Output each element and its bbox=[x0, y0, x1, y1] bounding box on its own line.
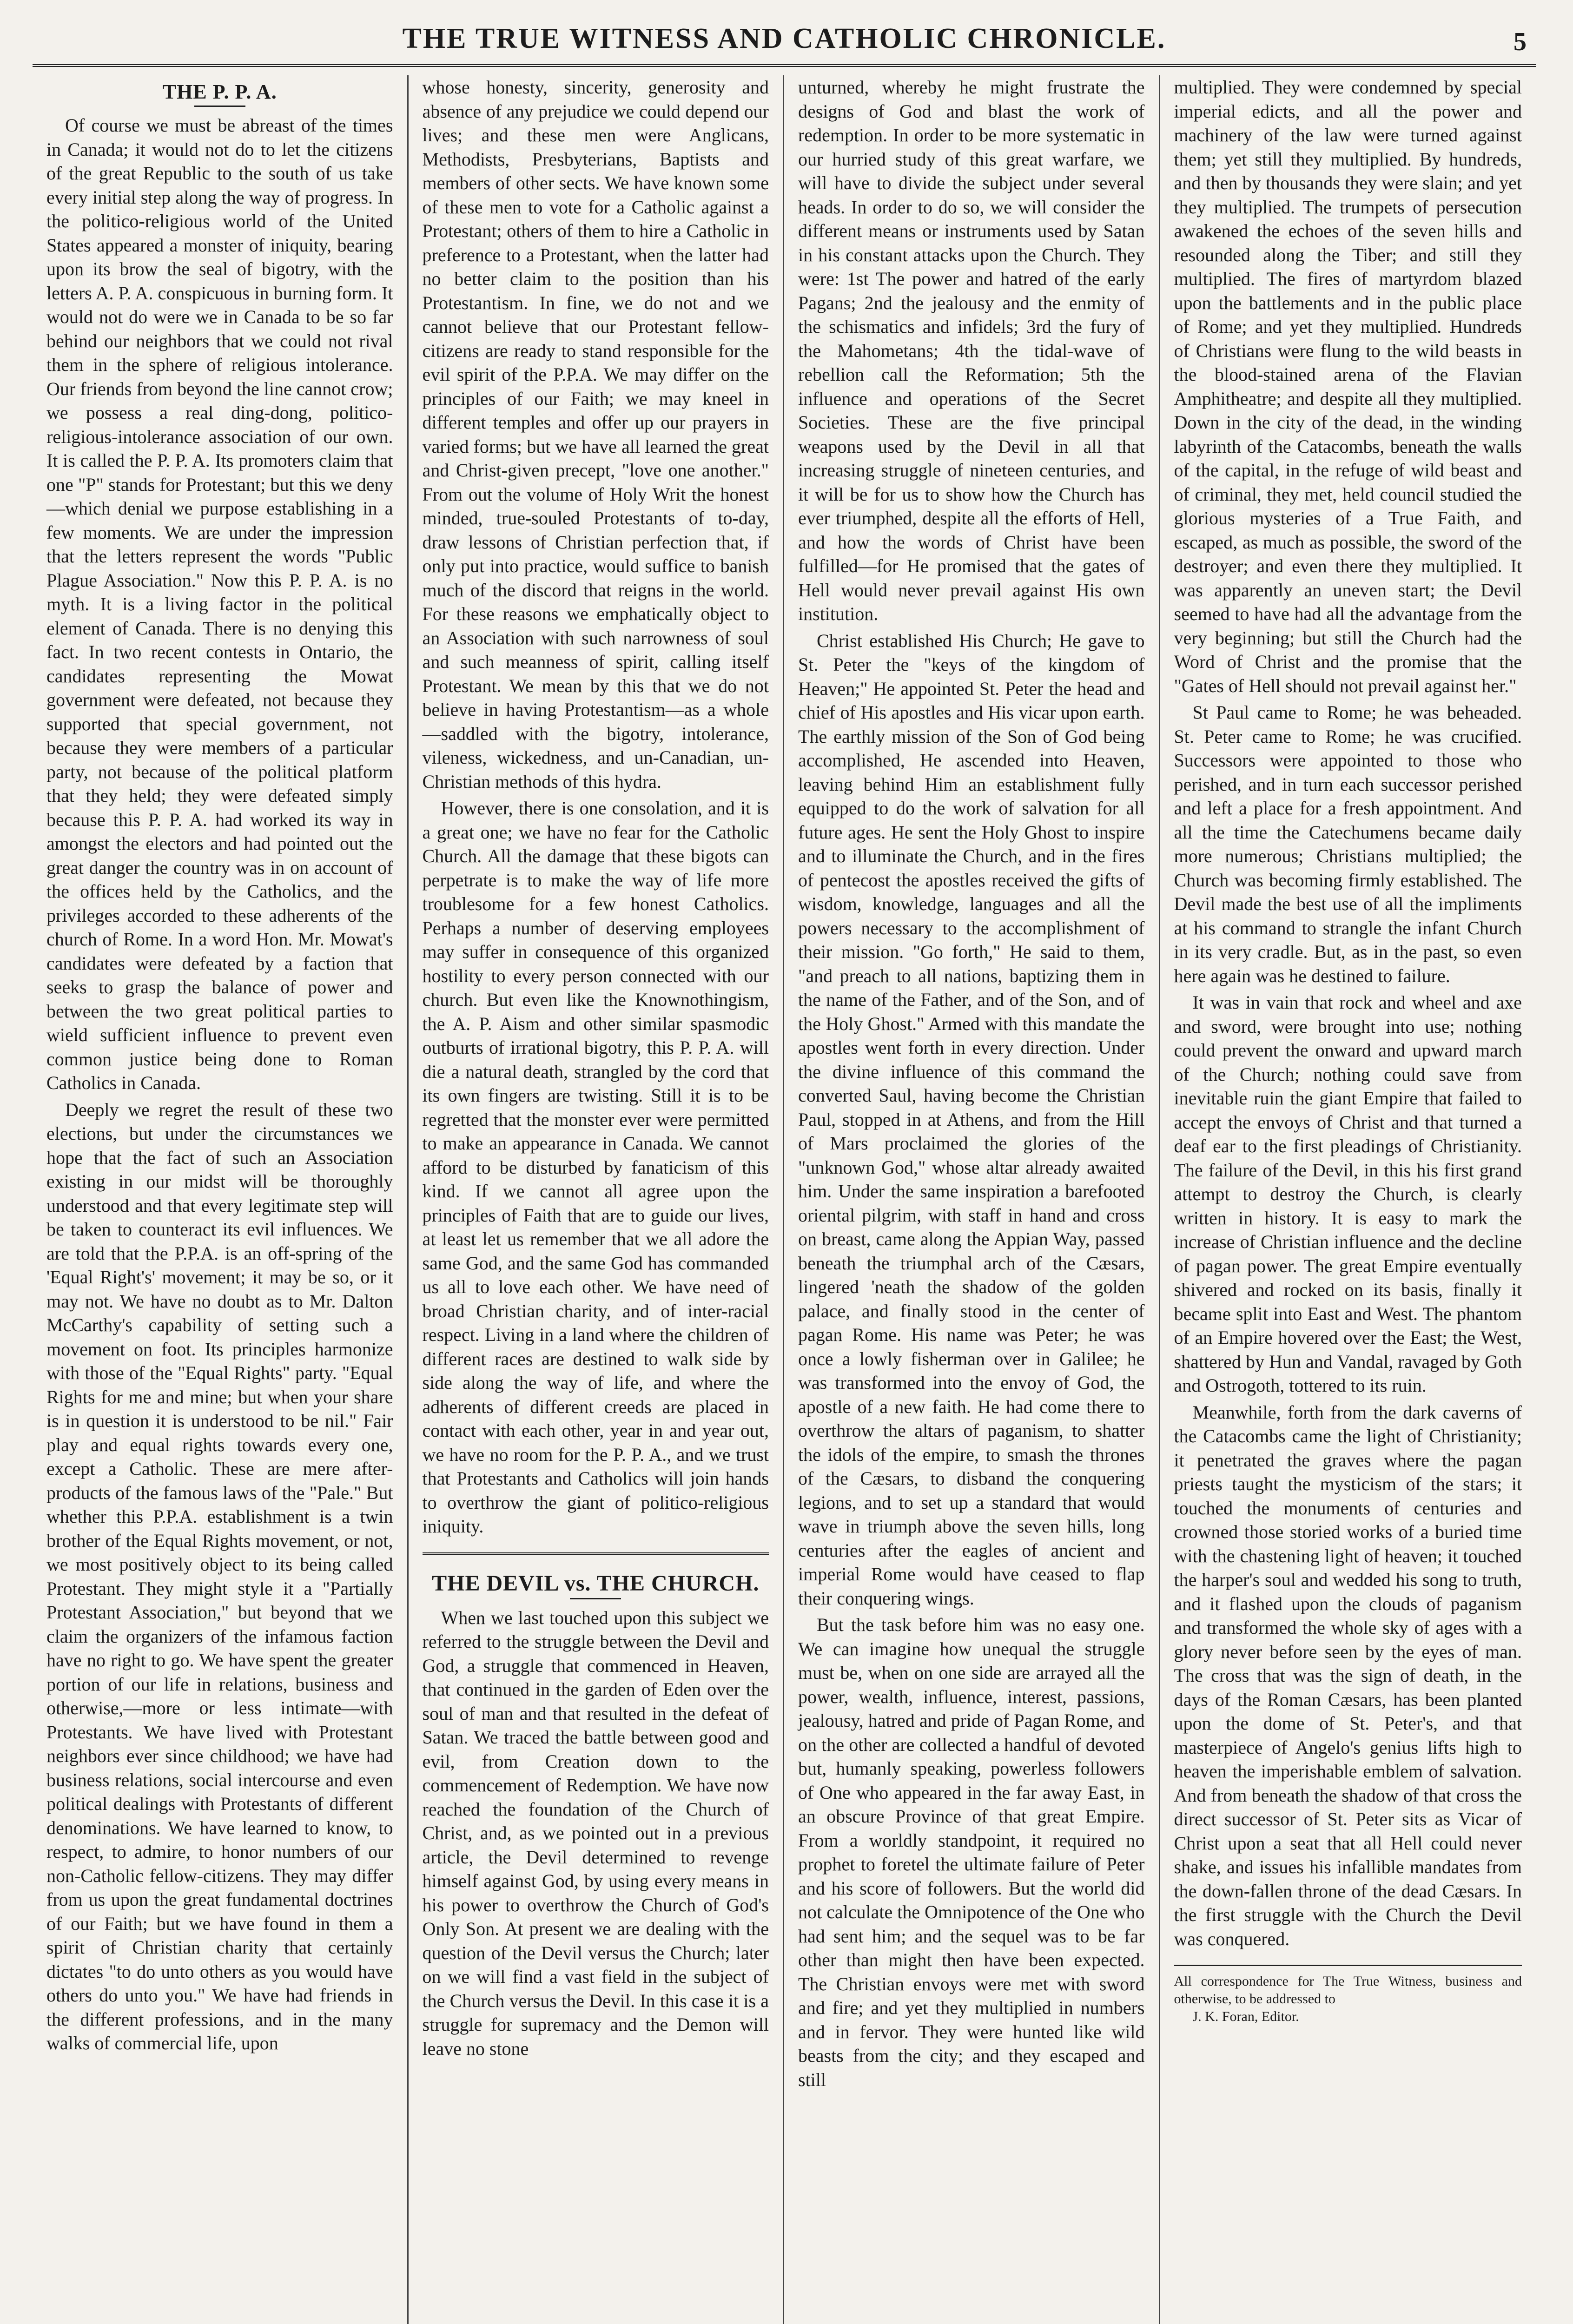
ppa-headline: THE P. P. A. bbox=[162, 80, 277, 103]
newspaper-title: THE TRUE WITNESS AND CATHOLIC CHRONICLE. bbox=[402, 22, 1166, 54]
editor-signature: J. K. Foran, Editor. bbox=[1192, 2009, 1299, 2024]
headline-rule bbox=[194, 106, 245, 107]
devil-paragraph: When we last touched upon this subject we referred to the struggle between the Devil and God, a struggle that commenced in Heaven, that continued in the garden of Eden over the soul of man and that resulted in the defeat of Satan. We traced the battle between good and evil, from Creation down to the commencement of Redemption. We have now reached the foundation of the Church of Christ, and, as we pointed out in a previous article, the Devil determined to revenge himself against God, by using every means in his power to overthrow the Church of God's Only Son. At present we are dealing with the question of the Devil versus the Church; later on we will find a vast field in the subject of the Church versus the Devil. In this case it is a struggle for supremacy and the Demon will leave no stone bbox=[422, 1607, 769, 2059]
column-4 bbox=[1160, 75, 1536, 2324]
ppa-paragraph: whose honesty, sincerity, generosity and absence of any prejudice we could depend our lives; and these men were Anglicans, Methodists, Presbyterians, Baptists and members of other sects. We have known some of these men to vote for a Catholic against a Protestant; others of them to hire a Catholic in preference to a Protestant, when the latter had no better claim to the position than his Protestantism. In fine, we do not and we cannot believe that our Protestant fellow-citizens are ready to stand responsible for the evil spirit of the P.P.A. We may differ on the principles of our Faith; we may kneel in different temples and offer up our prayers in varied forms; but we have all learned the great and Christ-given precept, "love one another." From out the volume of Holy Writ the honest minded, true-souled Protestants of to-day, draw lessons of Christian perfection that, if only put into practice, would suffice to banish much of the discord that reigns in the world. For these reasons we emphatically object to an Association with such narrowness of soul and such meanness of spirit, calling itself Protestant. We mean by this that we do not believe in having Protestantism—as a whole—saddled with the bigotry, intolerance, vileness, wickedness, and un-Canadian, un-Christian methods of this hydra. bbox=[422, 77, 769, 792]
column-2 bbox=[409, 75, 785, 2324]
devil-paragraph: It was in vain that rock and wheel and axe and sword, were brought into use; nothing could prevent the onward and upward march of the Church; nothing could save from inevitable ruin the giant Empire that failed to accept the envoys of Christ and that turned a deaf ear to the first pleadings of Christianity. The failure of the Devil, in this his first grand attempt to destroy the Church, is clearly written in history. It is easy to mark the increase of Christian influence and the decline of pagan power. The great Empire eventually shivered and rocked on its basis, finally it became split into East and West. The phantom of an Empire hovered over the East; the West, shattered by Hun and Vandal, ravaged by Goth and Ostrogoth, tottered to its ruin. bbox=[1174, 992, 1522, 1396]
devil-paragraph: multiplied. They were condemned by special imperial edicts, and all the power and machinery of the law were turned against them; yet still they multiplied. By hundreds, and then by thousands they were slain; and yet they multiplied. The trumpets of persecution awakened the echoes of the seven hills and resounded along the Tiber; and still they multiplied. The fires of martyrdom blazed upon the battlements and in the public place of Rome; and yet they multiplied. Hundreds of Christians were flung to the wild beasts in the blood-stained arena of the Flavian Amphitheatre; and despite all they multiplied. Down in the city of the dead, in the winding labyrinth of the Catacombs, beneath the walls of the capital, in the refuge of wild beast and of criminal, they met, held council studied the glorious mysteries of a True Faith, and escaped, as much as possible, the sword of the destroyer; and even there they multiplied. It was apparently an uneven start; the Devil seemed to have had all the advantage from the very beginning; but still the Church had the Word of Christ and the promise that the "Gates of Hell should not prevail against her." bbox=[1174, 77, 1522, 696]
devil-headline: THE DEVIL vs. THE CHURCH. bbox=[432, 1571, 760, 1596]
correspondence-notice bbox=[1174, 1965, 1522, 2026]
headline-rule bbox=[570, 1598, 621, 1599]
masthead bbox=[33, 13, 1536, 67]
devil-paragraph: unturned, whereby he might frustrate the designs of God and blast the work of redemption. In order to be more systematic in our hurried study of this great warfare, we will have to divide the subject under several heads. In order to do so, we will consider the different means or instruments used by Satan in his constant attacks upon the Church. They were: 1st The power and hatred of the early Pagans; 2nd the jealousy and the enmity of the schismatics and infidels; 3rd the fury of the Mahometans; 4th the tidal-wave of rebellion call the Reformation; 5th the influence and operations of the Secret Societies. These are the five principal weapons used by the Devil in all that increasing struggle of nineteen centuries, and it will be for us to show how the Church has ever triumphed, despite all the efforts of Hell, and how the words of Christ have been fulfilled—for He promised that the gates of Hell would never prevail against His own institution. bbox=[798, 77, 1145, 624]
article-divider bbox=[423, 1552, 769, 1555]
devil-paragraph: But the task before him was no easy one. We can imagine how unequal the struggle must be, when on one side are arrayed all the power, wealth, influence, interest, passions, jealousy, hatred and pride of Pagan Rome, and on the other are collected a handful of devoted but, humanly speaking, powerless followers of One who appeared in the far away East, in an obscure Province of that great Empire. From a worldly standpoint, it required no prophet to foretel the ultimate failure of Peter and his score of followers. But the world did not calculate the Omnipotence of the One who had sent him; and the sequel was to be far other than might then have been expected. The Christian envoys were met with sword and fire; and yet they multiplied in numbers and in fervor. They were hunted like wild beasts from the city; and they escaped and still bbox=[798, 1614, 1145, 2090]
column-3 bbox=[784, 75, 1160, 2324]
page-number: 5 bbox=[1514, 27, 1527, 56]
ppa-paragraph: Deeply we regret the result of these two elections, but under the circumstances we hope that the fact of such an Association existing in our midst will be thoroughly understood and that every legitimate step will be taken to counteract its evil influences. We are told that the P.P.A. is an off-spring of the 'Equal Right's' movement; it may be so, or it may not. We have no doubt as to Mr. Dalton McCarthy's capability of setting such a movement on foot. Its principles harmonize with those of the "Equal Rights" party. "Equal Rights for me and mine; but when your share is in question it is understood to be nil." Fair play and equal rights towards every one, except a Catholic. These are mere after-products of the famous laws of the "Pale." But whether this P.P.A. establishment is a twin brother of the Equal Rights movement, or not, we most positively object to its being called Protestant. They might style it a "Partially Protestant Association," but beyond that we claim the organizers of the infamous faction have no right to go. We have spent the greater portion of our life in relations, business and otherwise,—more or less intimate—with Protestants. We have lived with Protestant neighbors ever since childhood; we have had business relations, social intercourse and even political dealings with Protestants of different denominations. We have learned to know, to respect, to admire, to honor numbers of our non-Catholic fellow-citizens. They may differ from us upon the great fundamental doctrines of our Faith; but we have found in them a spirit of Christian charity that certainly dictates "to do unto others as you would have others do unto you." We have had friends in the different professions, and in the many walks of commercial life, upon bbox=[46, 1099, 393, 2053]
column-1 bbox=[33, 75, 409, 2324]
notice-text: All correspondence for The True Witness, business and otherwise, to be addressed to bbox=[1174, 1974, 1522, 2007]
article-columns bbox=[33, 75, 1536, 2324]
devil-paragraph: St Paul came to Rome; he was beheaded. St. Peter came to Rome; he was crucified. Successors were appointed to those who perished, and in turn each successor perished and left a place for a fresh appointment. And all the time the Catechumens became daily more numerous; Christians multiplied; the Church was becoming firmly established. The Devil made the best use of all the impliments at his command to strangle the infant Church in its very cradle. But, as in the past, so even here again was he destined to failure. bbox=[1174, 702, 1522, 986]
ppa-paragraph: However, there is one consolation, and it is a great one; we have no fear for the Catholic Church. All the damage that these bigots can perpetrate is to make the way of life more troublesome for a few honest Catholics. Perhaps a number of deserving employees may suffer in consequence of this organized hostility to every person connected with our church. But even like the Knownothingism, the A. P. Aism and other similar spasmodic outburts of irrational bigotry, this P. P. A. will die a natural death, strangled by the cord that its own fingers are twisting. Still it is to be regretted that the monster ever were permitted to make an appearance in Canada. We cannot afford to be disturbed by fanaticism of this kind. If we cannot all agree upon the principles of Faith that are to guide our lives, at least let us remember that we all adore the same God, and the same God has commanded us all to love each other. We have need of broad Christian charity, and of inter-racial respect. Living in a land where the children of different races are destined to walk side by side along the way of life, and where the adherents of different creeds are placed in contact with each other, year in and year out, we have no room for the P. P. A., and we trust that Protestants and Catholics will join hands to overthrow the giant of politico-religious iniquity. bbox=[422, 798, 769, 1537]
devil-paragraph: Meanwhile, forth from the dark caverns of the Catacombs came the light of Christianity; it penetrated the graves where the pagan priests taught the mysticism of the stars; it touched the monuments of centuries and crowned those storied works of a buried time with the chastening light of heaven; it touched the harper's soul and wedded his song to truth, and it flashed upon the clouds of paganism and transformed the whole sky of ages with a glory never before seen by the eyes of man. The cross that was the sign of death, in the days of the Roman Cæsars, has been planted upon the dome of St. Peter's, and that masterpiece of Angelo's genius lifts high to heaven the imperishable emblem of salvation. And from beneath the shadow of that cross the direct successor of St. Peter sits as Vicar of Christ upon a seat that all Hell could never shake, and issues his infallible mandates from the down-fallen throne of the dead Cæsars. In the first struggle with the Church the Devil was conquered. bbox=[1174, 1401, 1522, 1949]
devil-paragraph: Christ established His Church; He gave to St. Peter the "keys of the kingdom of Heaven;" He appointed St. Peter the head and chief of His apostles and His vicar upon earth. The earthly mission of the Son of God being accomplished, He ascended into Heaven, leaving behind Him an establishment fully equipped to do the work of salvation for all future ages. He sent the Holy Ghost to inspire and to illuminate the Church, and in the fires of pentecost the apostles received the gifts of wisdom, knowledge, languages and all the powers necessary to the accomplishment of their mission. "Go forth," He said to them, "and preach to all nations, baptizing them in the name of the Father, and of the Son, and of the Holy Ghost." Armed with this mandate the apostles went forth in every direction. Under the divine influence of this command the converted Saul, having become the Christian Paul, stopped in at Athens, and from the Hill of Mars proclaimed the glories of the "unknown God," whose altar already awaited him. Under the same inspiration a barefooted oriental pilgrim, with staff in hand and cross on breast, came along the Appian Way, passed beneath the triumphal arch of the Cæsars, lingered 'neath the shadow of the golden palace, and finally stood in the center of pagan Rome. His name was Peter; he was once a lowly fisherman over in Galilee; he was transformed into the envoy of God, the apostle of a new faith. He had come there to overthrow the altars of paganism, to shatter the idols of the empire, to smash the thrones of the Cæsars, to disband the conquering legions, and to set up a standard that would wave in triumph above the seven hills, long centuries after the eagles of ancient and imperial Rome would have ceased to flap their conquering wings. bbox=[798, 630, 1145, 1609]
ppa-paragraph: Of course we must be abreast of the times in Canada; it would not do to let the citizens of the great Republic to the south of us take every initial step along the way of progress. In the politico-religious world of the United States appeared a monster of iniquity, bearing upon its brow the seal of bigotry, with the letters A. P. A. conspicuous in burning form. It would not do were we in Canada to be so far behind our neighbors that we could not rival them in the sphere of religious intolerance. Our friends from beyond the line cannot crow; we possess a real ding-dong, politico-religious-intolerance association of our own. It is called the P. P. A. Its promoters claim that one "P" stands for Protestant; but this we deny—which denial we purpose establishing in a few moments. We are under the impression that the letters represent the words "Public Plague Association." Now this P. P. A. is no myth. It is a living factor in the political element of Canada. There is no denying this fact. In two recent contests in Ontario, the candidates representing the Mowat government were defeated, not because they supported that special government, not because they were members of a particular party, not because of the political platform that they held; they were defeated simply because this P. P. A. had worked its way in amongst the electors and had pointed out the great danger the country was in on account of the offices held by the Catholics, and the privileges accorded to these adherents of the church of Rome. In a word Hon. Mr. Mowat's candidates were defeated by a faction that seeks to grasp the balance of power and between the two great political parties to wield sufficient influence to prevent even common justice being done to Roman Catholics in Canada. bbox=[46, 115, 393, 1093]
